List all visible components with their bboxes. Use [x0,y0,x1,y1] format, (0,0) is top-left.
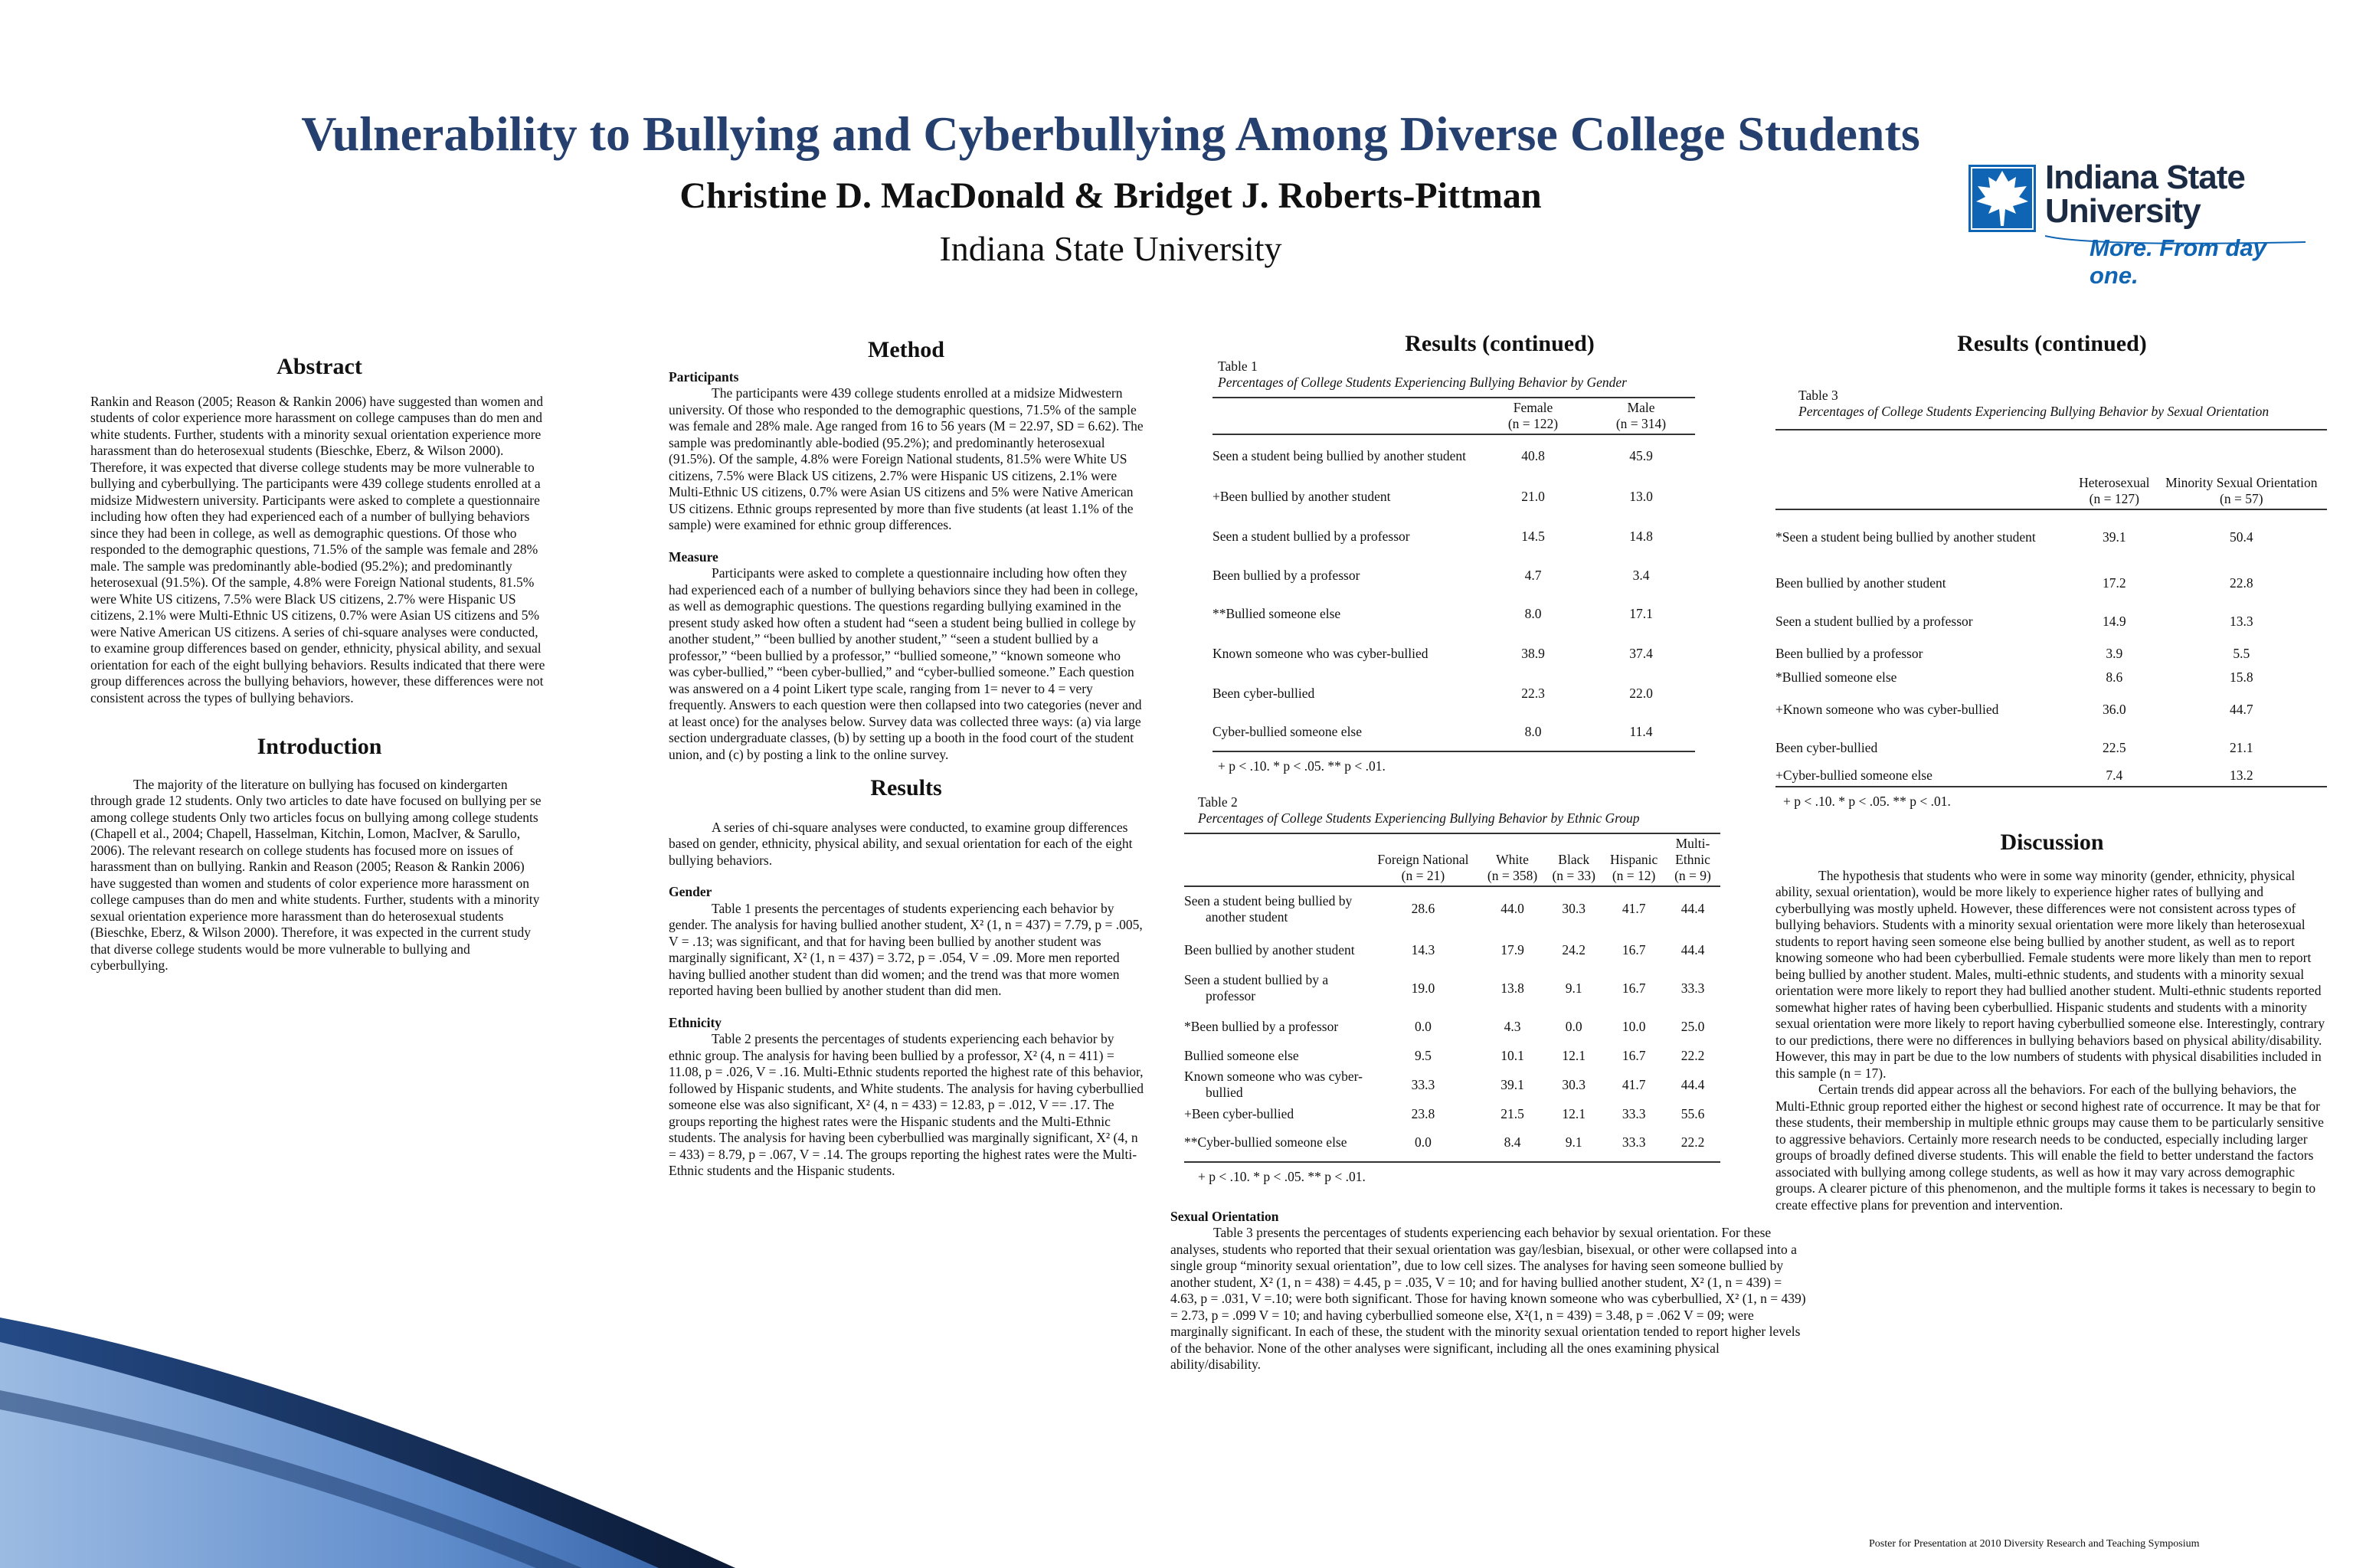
table2-col-black: Black (n = 33) [1552,852,1595,883]
table1-row: Been cyber-bullied 22.3 22.0 [1212,686,1653,701]
ethnicity-text: Table 2 presents the percentages of students experiencing each behavior by ethnic group. The analysis for having been bullied by a professor, X² (4, n = 411) = 11.08, p = .026, V = .16. Multi-Ethnic students reported the highest rate of this behavior, followed by Hispanic students, and White students. The analysis for having cyberbullied someone else was also significant, X² (4, n = 433) = 12.83, p = .012, V == .17. The groups reporting the highest rates were the Hispanic students and the Multi-Ethnic students. The analysis for having been cyberbullied was marginally significant, X² (4, n = 433) = 8.79, p = .067, V = .14. The groups reporting the highest rates were the Multi-Ethnic students and the Hispanic students. [669,1031,1144,1178]
participants-text: The participants were 439 college students enrolled at a midsize Midwestern university. Of those who responded to the demographic questions, 71.5% of the sample was female and 28% male. Age ranged from 16 to 56 years (M = 22.97, SD = 6.62). The sample was predominantly able-bodied (95.2%); and predominantly heterosexual (91.5%). Of the sample, 4.8% were Foreign National students, 81.5% were White US citizens, 7.5% were Black US citizens, 2.7% were Hispanic US citizens, 2.1% were Multi-Ethnic US citizens, 0.7% were Asian US citizens and 5% were Native American US citizens. Ethnic groups represented by more than five students (at least 1.1% of the sample) were examined for ethnic group differences. [669,385,1144,532]
table2-row: **Cyber-bullied someone else 0.0 8.4 9.1 33.3 22.2 [1184,1124,1720,1162]
table1-caption [1170,358,1806,391]
introduction-heading: Introduction [257,734,382,759]
table1-note: + p < .10. * p < .05. ** p < .01. [1218,758,1386,774]
table3-col-heterosexual: Heterosexual (n = 127) [2079,474,2150,506]
table3-row: Been cyber-bullied 22.5 21.1 [1775,740,2253,755]
sexual-orientation-section [1170,1209,1806,1373]
table3-row: +Cyber-bullied someone else 7.4 13.2 [1775,765,2327,787]
gender-heading: Gender [669,884,712,899]
university-logo [1968,159,2321,289]
table2-row: Seen a student bullied by a professor 19.0 13.8 9.1 16.7 33.3 [1184,972,1705,1003]
measure-heading: Measure [669,548,718,565]
table1-row: Been bullied by a professor 4.7 3.4 [1212,568,1650,583]
table3-row: Seen a student bullied by a professor 14.9 13.3 [1775,614,2253,629]
table1-col-male: Male (n = 314) [1615,399,1667,431]
results-continued-heading-1: Results (continued) [1405,331,1595,356]
table3-caption [1775,388,2304,420]
table3-label: Table 3 [1798,387,1838,403]
table3-row: +Known someone who was cyber-bullied 36.0 44.7 [1775,702,2253,717]
table1-row: Known someone who was cyber-bullied 38.9 37.4 [1212,646,1653,661]
table3-col-minority: Minority Sexual Orientation (n = 57) [2165,474,2318,506]
ethnicity-heading: Ethnicity [669,1014,722,1030]
table2-row: +Been cyber-bullied 23.8 21.5 12.1 33.3 55.6 [1184,1105,1705,1121]
table1-row: Cyber-bullied someone else 8.0 11.4 [1212,713,1695,751]
column-results-continued-2 [1775,331,2328,1213]
measure-text: Participants were asked to complete a questionnaire including how often they had experienced each of a number of bullying behaviors since they had been in college, as well as demographic questions. The questions regarding bullying examined in the present study asked how often a student had “seen a student being bullied in college by another student,” “been bullied by another student,” “seen a student bullied by a professor,” “been bullied by a professor,” “bullied someone,” “known someone who was cyber-bullied,” “been cyber-bullied,” and “cyber-bullied someone.” Each question was answered on a 4 point Likert type scale, ranging from 1= never to 4 = very frequently. Answers to each question were then collapsed into two categories (never and at least once) for the analyses below. Survey data was collected three ways: (a) via large section undergraduate classes, (b) by setting up a booth in the food court of the student union, and (c) by posting a link to the online survey. [669,565,1142,762]
table1-row: +Been bullied by another student 21.0 13.0 [1212,489,1653,504]
table1-row: Seen a student bullied by a professor 14.5 14.8 [1212,529,1653,544]
table1-title: Percentages of College Students Experiencing Bullying Behavior by Gender [1218,374,1627,390]
table2 [1184,833,1720,1163]
table2-note: + p < .10. * p < .05. ** p < .01. [1198,1169,1366,1184]
table2-label: Table 2 [1198,794,1238,810]
footer-note: Poster for Presentation at 2010 Diversity Research and Teaching Symposium [1869,1538,2200,1550]
table3-row: *Bullied someone else 8.6 15.8 [1775,669,2253,685]
poster-title: Vulnerability to Bullying and Cyberbullying Among Diverse College Students [301,106,1920,161]
method-heading: Method [868,337,944,362]
table3-row: Been bullied by another student 17.2 22.8 [1775,575,2253,591]
column-abstract-introduction [90,354,548,974]
table3-row: *Seen a student being bullied by another student 39.1 50.4 [1775,529,2253,545]
table1-col-female: Female (n = 122) [1507,399,1559,431]
results-intro-text: A series of chi-square analyses were conducted, to examine group differences based on gender, ethnicity, physical ability, and sexual orientation for each of the eight bullying behaviors. [669,819,1133,868]
introduction-text: The majority of the literature on bullying has focused on kindergarten through grade 12 students. Only two articles to date have focused on bullying per se among college students Only two articles focus on bullying among college students (Chapell et al., 2004; Chapell, Hasselman, Kitchin, Lomon, MacIver, & Sarullo, 2006). The relevant research on college students has focused more on issues of harassment than on bullying. Rankin and Reason (2005; Reason & Rankin 2006) have suggested than women and students of color experience more harassment on college campuses than do men and white students. Further, students with a minority sexual orientation experience more harassment than do heterosexual students (Bieschke, Eberz, & Wilson 2000). Therefore, it was expected in the current study that diverse college students would be more vulnerable to bullying and cyberbullying. [90,776,542,973]
table2-col-multiethnic: Multi-Ethnic (n = 9) [1674,836,1711,883]
gender-text: Table 1 presents the percentages of students experiencing each behavior by gender. The analysis for having bullied another student, X² (1, n = 437) = 7.79, p = .005, V = .13; was significant, and that for having been bullied by another student was marginally significant, X² (1, n = 437) = 3.72, p = .054, V = .09. More men reported having bullied another student than did women; and the trend was that more women reported having been bullied by another student than did men. [669,900,1143,998]
sexual-orientation-text: Table 3 presents the percentages of students experiencing each behavior by sexual orientation. For these analyses, students who reported that their sexual orientation was gay/lesbian, bisexual, or other were collapsed into a single group “minority sexual orientation”, due to low cell sizes. The analyses for having seen someone bullied by another student, X² (1, n = 438) = 4.45, p = .035, V = 10; and for having bullied another student, X² (1, n = 439) = 4.63, p = .031, V =.10; were both significant. Those for having known someone who was cyberbullied, X² (1, n = 439) = 2.73, p = .099 V = 10; and having cyberbullied someone else, X²(1, n = 439) = 3.48, p = .062 V = 09; were marginally significant. In each of these, the student with the minority sexual orientation tended to report higher levels of the behavior. None of the other analyses were significant, including all the ones examining physical ability/disability. [1170,1225,1806,1372]
table2-row: Been bullied by another student 14.3 17.9 24.2 16.7 44.4 [1184,941,1705,957]
table1-label: Table 1 [1218,358,1258,374]
table2-col-hispanic: Hispanic (n = 12) [1610,852,1658,883]
discussion-para-1: The hypothesis that students who were in some way minority (gender, ethnicity, physical ability, sexual orientation), would be more likely to experience higher rates of bullying and cyberbullying was mostly upheld. However, these differences were not consistent across types of bullying behaviors. Students with a minority sexual orientation were more likely than heterosexual students to report having seen someone else being bullied by another student, as well as to report knowing someone who had been cyberbullied. Female students were more likely than men to report being bullied by another student. Males, multi-ethnic students, and students with a minority sexual orientation were more likely to report they had bullied another student. Multi-ethnic students reported somewhat higher rates of having been cyberbullied. Hispanic students and students with a minority sexual orientation were more likely to report having cyberbullied someone else. Interestingly, contrary to our predictions, there were no differences in bullying behaviors based on physical ability/disability. However, this may in part be due to the low numbers of students with physical disabilities included in this sample (n = 17). [1775,867,2325,1081]
discussion-heading: Discussion [2000,830,2104,855]
discussion-para-2: Certain trends did appear across all the behaviors. For each of the bullying behaviors, the Multi-Ethnic group reported either the highest or second highest rate of occurrence. It may be that for these students, their membership in multiple ethnic groups may cause them to be particularly sensitive to aggressive behaviors. Certainly more research needs to be conducted, especially including larger groups of broadly defined diverse students. This will enable the field to better understand the factors associated with bullying among college students, as well as how it may vary across demographic groups. A clearer picture of this phenomenon, and the multiple forms it takes is necessary to begin to create effective plans for prevention and intervention. [1775,1082,2324,1213]
column-method-results [669,337,1144,1180]
sycamore-leaf-icon [1968,165,2036,232]
table1 [1212,397,1695,752]
table2-caption [1170,794,1703,827]
table3-note: + p < .10. * p < .05. ** p < .01. [1783,793,1951,809]
table1-row: Seen a student being bullied by another student 40.8 45.9 [1212,447,1653,463]
abstract-heading: Abstract [277,354,362,379]
poster-affiliation: Indiana State University [939,229,1282,268]
table2-col-white: White (n = 358) [1487,852,1538,883]
column-results-continued-1 [1170,331,1806,1373]
table2-title: Percentages of College Students Experiencing Bullying Behavior by Ethnic Group [1198,810,1640,826]
logo-wordmark [2045,161,2245,228]
table2-row: Seen a student being bullied by another student 28.6 44.0 30.3 41.7 44.4 [1184,892,1705,925]
poster-authors: Christine D. MacDonald & Bridget J. Roberts-Pittman [679,175,1542,216]
logo-tagline: More. From day one. [2090,234,2266,289]
logo-line-1: Indiana State [2045,159,2245,196]
table2-col-foreign: Foreign National (n = 21) [1377,852,1469,883]
results-heading: Results [870,775,942,800]
results-continued-heading-2: Results (continued) [1957,331,2147,356]
table3-row: Been bullied by a professor 3.9 5.5 [1775,646,2250,661]
abstract-text: Rankin and Reason (2005; Reason & Rankin 2006) have suggested than women and students of color experience more harassment on college campuses than do men and white students. Further, students with a minority sexual orientation experience more harassment than do heterosexual students (Bieschke, Eberz, & Wilson 2000). Therefore, it was expected that diverse college students may be more vulnerable to bullying and cyberbullying. The participants were 439 college students enrolled at a midsize Midwestern university. Participants were asked to complete a questionnaire including how often they had experienced each of a number of bullying behaviors since they had been in college, as well as demographic questions. Of those who responded to the demographic questions, 71.5% of the sample was female and 28% male. The sample was predominantly able-bodied (95.2%); and predominantly heterosexual (91.5%). Of the sample, 4.8% were Foreign National students, 81.5% were White US citizens, 7.5% were Black US citizens, 2.7% were Hispanic US citizens, 2.1% were Multi-Ethnic US citizens, 0.7% were Asian US citizens and 5% were Native American US citizens. A series of chi-square analyses were conducted, to examine group differences based on gender, ethnicity, physical ability, and sexual orientation for each of the eight bullying behaviors. Results indicated that there were group differences across the bullying behaviors, however, these differences were not consistent across the types of bullying behaviors. [90,393,545,705]
decorative-swoosh [0,1318,735,1568]
table1-row: **Bullied someone else 8.0 17.1 [1212,606,1653,621]
table2-row: Bullied someone else 9.5 10.1 12.1 16.7 22.2 [1184,1047,1705,1063]
table2-row: Known someone who was cyber-bullied 33.3 39.1 30.3 41.7 44.4 [1184,1069,1705,1100]
table3 [1775,429,2327,787]
table2-row: *Been bullied by a professor 0.0 4.3 0.0 10.0 25.0 [1184,1018,1705,1034]
participants-heading: Participants [669,368,739,385]
logo-line-2: University [2045,192,2201,230]
sexual-orientation-heading: Sexual Orientation [1170,1208,1279,1224]
table3-title: Percentages of College Students Experiencing Bullying Behavior by Sexual Orientation [1798,403,2270,419]
